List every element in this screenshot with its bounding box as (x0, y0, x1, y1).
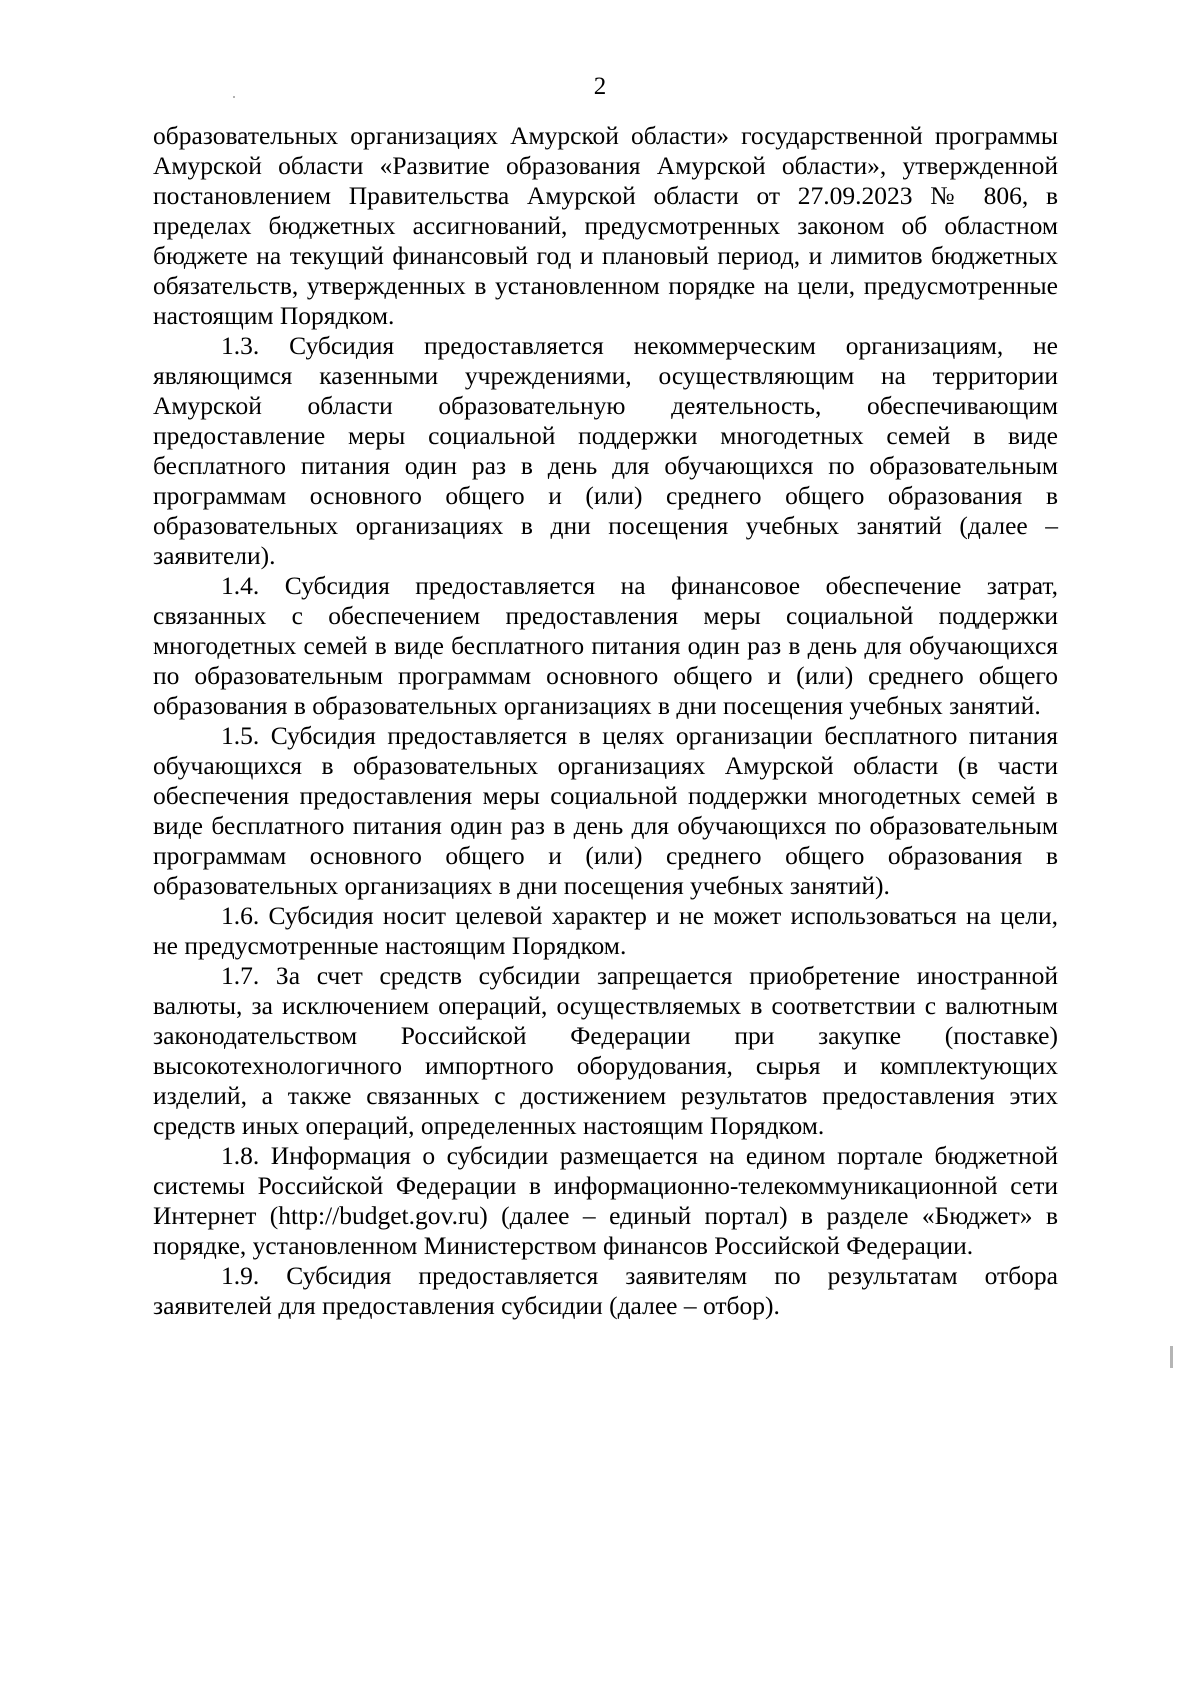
paragraph-1-6: 1.6. Субсидия носит целевой характер и не может использоваться на цели, не предусмотренные настоящим Порядком. (153, 901, 1058, 960)
paragraph-continuation: образовательных организациях Амурской области» государственной программы Амурской области «Развитие образования Амурской области», утвержденной постановлением Правительства Амурской области от 27.09.2023 № 806, в пределах бюджетных ассигнований, предусмотренных законом об областном бюджете на текущий финансовый год и плановый период, и лимитов бюджетных обязательств, утвержденных в установленном порядке на цели, предусмотренные настоящим Порядком. (153, 121, 1058, 330)
paragraph-1-8: 1.8. Информация о субсидии размещается на едином портале бюджетной системы Российской Федерации в информационно-телекоммуникационной сети Интернет (http://budget.gov.ru) (далее – единый портал) в разделе «Бюджет» в порядке, установленном Министерством финансов Российской Федерации. (153, 1141, 1058, 1260)
scan-edge-mark (1170, 1346, 1173, 1368)
paragraph-1-4: 1.4. Субсидия предоставляется на финансовое обеспечение затрат, связанных с обеспечением предоставления меры социальной поддержки многодетных семей в виде бесплатного питания один раз в день для обучающихся по образовательным программам основного общего и (или) среднего общего образования в образовательных организациях в дни посещения учебных занятий. (153, 571, 1058, 720)
page-number: 2 (593, 73, 607, 100)
document-body (153, 121, 1058, 1321)
paragraph-1-5: 1.5. Субсидия предоставляется в целях организации бесплатного питания обучающихся в образовательных организациях Амурской области (в части обеспечения предоставления меры социальной поддержки многодетных семей в виде бесплатного питания один раз в день для обучающихся по образовательным программам основного общего и (или) среднего общего образования в образовательных организациях в дни посещения учебных занятий). (153, 721, 1058, 900)
paragraph-1-7: 1.7. За счет средств субсидии запрещается приобретение иностранной валюты, за исключением операций, осуществляемых в соответствии с валютным законодательством Российской Федерации при закупке (поставке) высокотехнологичного импортного оборудования, сырья и комплектующих изделий, а также связанных с достижением результатов предоставления этих средств иных операций, определенных настоящим Порядком. (153, 961, 1058, 1140)
paragraph-1-3: 1.3. Субсидия предоставляется некоммерческим организациям, не являющимся казенными учреждениями, осуществляющим на территории Амурской области образовательную деятельность, обеспечивающим предоставление меры социальной поддержки многодетных семей в виде бесплатного питания один раз в день для обучающихся по образовательным программам основного общего и (или) среднего общего образования в образовательных организациях в дни посещения учебных занятий (далее – заявители). (153, 331, 1058, 570)
paragraph-1-9: 1.9. Субсидия предоставляется заявителям по результатам отбора заявителей для предоставления субсидии (далее – отбор). (153, 1261, 1058, 1320)
